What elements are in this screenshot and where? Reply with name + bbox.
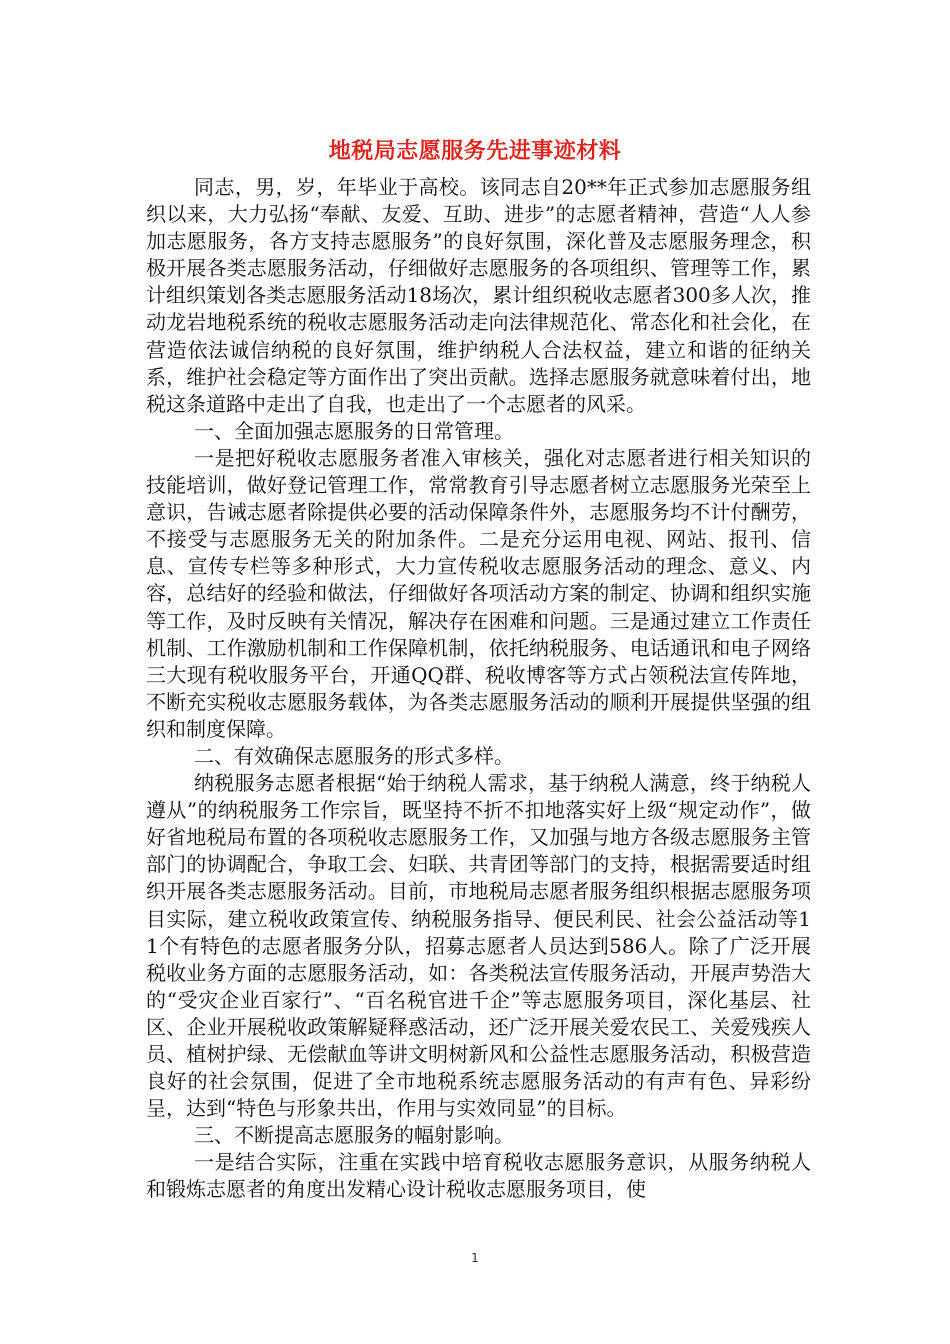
document-title: 地税局志愿服务先进事迹材料	[328, 138, 622, 164]
section-heading-2: 二、有效确保志愿服务的形式多样。	[194, 743, 514, 768]
section-heading-3: 三、不断提高志愿服务的幅射影响。	[194, 1123, 514, 1148]
section-heading-1: 一、全面加强志愿服务的日常管理。	[194, 418, 514, 443]
section-1-paragraph: 一是把好税收志愿服务者准入审核关，强化对志愿者进行相关知识的技能培训，做好登记管理工作，常常教育引导志愿者树立志愿服务光荣至上意识，告诫志愿者除提供必要的活动保障条件外，志愿服务均不计付酬劳，不接受与志愿服务无关的附加条件。二是充分运用电视、网站、报刊、信息、宣传专栏等多种形式，大力宣传税收志愿服务活动的理念、意义、内容，总结好的经验和做法，仔细做好各项活动方案的制定、协调和组织实施等工作，及时反映有关情况，解决存在困难和问题。三是通过建立工作责任机制、工作激励机制和工作保障机制，依托纳税服务、电话通讯和电子网络三大现有税收服务平台，开通QQ群、税收博客等方式占领税法宣传阵地，不断充实税收志愿服务载体，为各类志愿服务活动的顺利开展提供坚强的组织和制度保障。	[146, 445, 811, 741]
section-3-paragraph: 一是结合实际，注重在实践中培育税收志愿服务意识，从服务纳税人和锻炼志愿者的角度出发精心设计税收志愿服务项目，使	[146, 1150, 811, 1202]
document-body	[146, 174, 811, 1204]
section-2-paragraph: 纳税服务志愿者根据“始于纳税人需求，基于纳税人满意，终于纳税人遵从”的纳税服务工作宗旨，既坚持不折不扣地落实好上级“规定动作”，做好省地税局布置的各项税收志愿服务工作，又加强与地方各级志愿服务主管部门的协调配合，争取工会、妇联、共青团等部门的支持，根据需要适时组织开展各类志愿服务活动。目前，市地税局志愿者服务组织根据志愿服务项目实际，建立税收政策宣传、纳税服务指导、便民利民、社会公益活动等11个有特色的志愿者服务分队，招募志愿者人员达到586人。除了广泛开展税收业务方面的志愿服务活动，如：各类税法宣传服务活动，开展声势浩大的“受灾企业百家行”、“百名税官进千企”等志愿服务项目，深化基层、社区、企业开展税收政策解疑释惑活动，还广泛开展关爱农民工、关爱残疾人员、植树护绿、无偿献血等讲文明树新风和公益性志愿服务活动，积极营造良好的社会氛围，促进了全市地税系统志愿服务活动的有声有色、异彩纷呈，达到“特色与形象共出，作用与实效同显”的目标。	[146, 771, 811, 1121]
intro-paragraph: 同志，男，岁，年毕业于高校。该同志自20**年正式参加志愿服务组织以来，大力弘扬“奉献、友爱、互助、进步”的志愿者精神，营造“人人参加志愿服务，各方支持志愿服务”的良好氛围，深化普及志愿服务理念，积极开展各类志愿服务活动，仔细做好志愿服务的各项组织、管理等工作，累计组织策划各类志愿服务活动18场次，累计组织税收志愿者300多人次，推动龙岩地税系统的税收志愿服务活动走向法律规范化、常态化和社会化，在营造依法诚信纳税的良好氛围，维护纳税人合法权益，建立和谐的征纳关系，维护社会稳定等方面作出了突出贡献。选择志愿服务就意味着付出，地税这条道路中走出了自我，也走出了一个志愿者的风采。	[146, 175, 811, 416]
page-number: 1	[471, 1251, 479, 1265]
